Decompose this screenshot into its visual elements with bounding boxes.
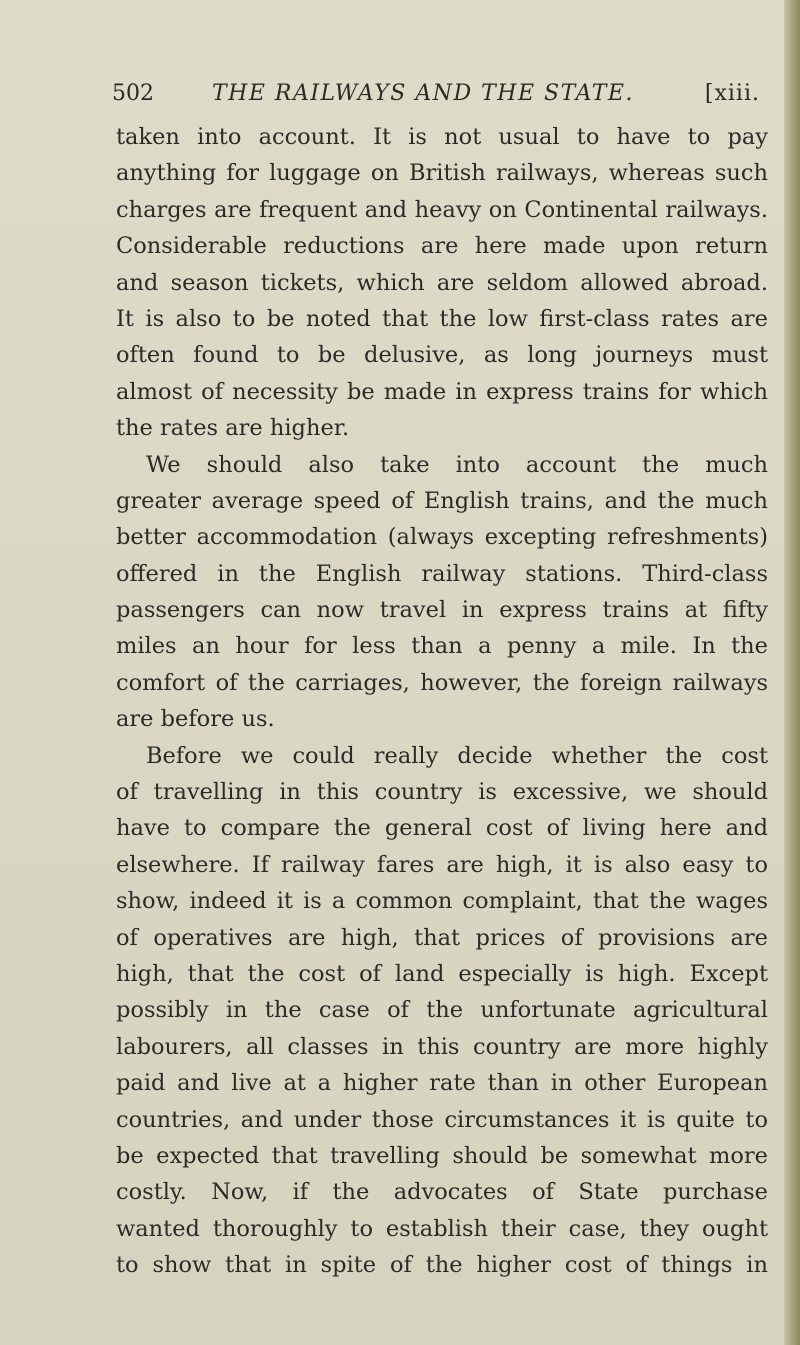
text-line: offered in the English railway stations. Third-class (116, 560, 768, 587)
page-number: 502 (112, 81, 154, 106)
text-line: often found to be delusive, as long journeys must (116, 342, 768, 369)
text-line: high, that the cost of land especially is high. Except (116, 960, 768, 987)
text-line: countries, and under those circumstances it is quite to (116, 1106, 768, 1133)
text-line: wanted thoroughly to establish their case, they ought (116, 1215, 768, 1242)
text-line: passengers can now travel in express trains at fifty (116, 597, 768, 624)
text-line: and season tickets, which are seldom allowed abroad. (116, 269, 768, 296)
text-line: almost of necessity be made in express trains for which (116, 378, 768, 405)
text-line: are before us. (116, 706, 275, 733)
text-line: have to compare the general cost of living here and (116, 815, 768, 842)
text-line: We should also take into account the much (146, 451, 768, 478)
text-line: paid and live at a higher rate than in other European (116, 1070, 768, 1097)
chapter-reference: [xiii. (704, 81, 760, 106)
text-line: possibly in the case of the unfortunate agricultural (116, 997, 768, 1024)
page-header (112, 74, 772, 114)
text-line: to show that in spite of the higher cost of things in (116, 1252, 768, 1279)
text-line: be expected that travelling should be somewhat more (116, 1142, 768, 1169)
text-line: greater average speed of English trains, and the much (116, 487, 768, 514)
text-line: It is also to be noted that the low first-class rates are (116, 305, 768, 332)
text-line: labourers, all classes in this country are more highly (116, 1033, 768, 1060)
text-line: comfort of the carriages, however, the foreign railways (116, 669, 768, 696)
text-line: anything for luggage on British railways, whereas such (116, 160, 768, 187)
running-title: THE RAILWAYS AND THE STATE. (212, 81, 634, 106)
text-line: costly. Now, if the advocates of State purchase (116, 1179, 768, 1206)
page-edge-shadow (784, 0, 800, 1345)
text-line: elsewhere. If railway fares are high, it is also easy to (116, 851, 768, 878)
text-line: charges are frequent and heavy on Continental railways. (116, 196, 768, 223)
text-line: miles an hour for less than a penny a mile. In the (116, 633, 768, 660)
body-text (116, 119, 768, 1284)
text-line: Considerable reductions are here made upon return (116, 233, 768, 260)
text-line: the rates are higher. (116, 415, 350, 442)
text-line: better accommodation (always excepting refreshments) (116, 524, 768, 551)
text-line: Before we could really decide whether the cost (146, 742, 768, 769)
text-line: of travelling in this country is excessive, we should (116, 779, 768, 806)
text-line: of operatives are high, that prices of provisions are (116, 924, 768, 951)
text-line: taken into account. It is not usual to have to pay (116, 124, 768, 150)
text-line: show, indeed it is a common complaint, that the wages (116, 888, 768, 915)
